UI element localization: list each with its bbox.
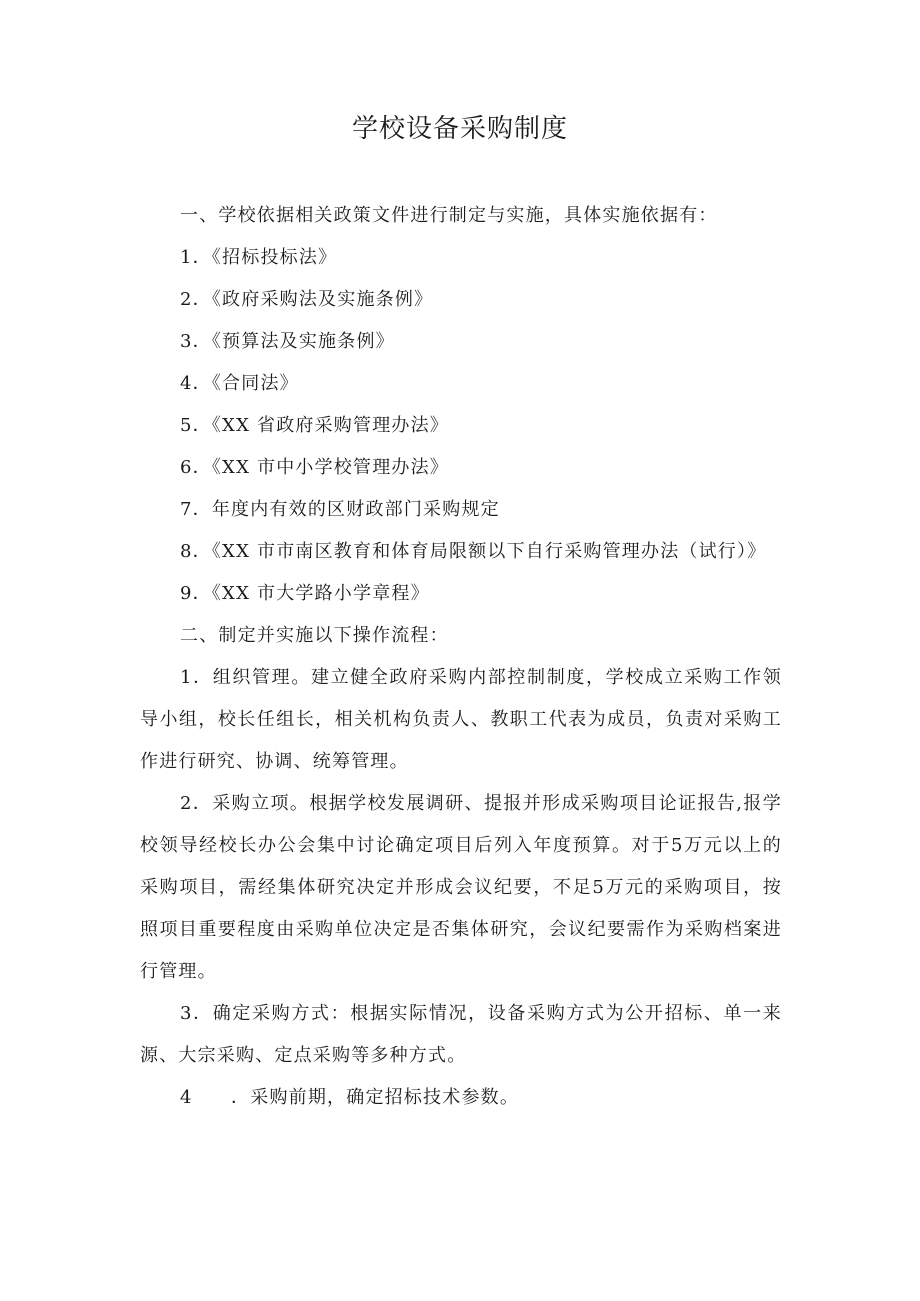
process-item-2: 2．采购立项。根据学校发展调研、提报并形成采购项目论证报告,报学校领导经校长办公会集中讨论确定项目后列入年度预算。对于5万元以上的采购项目，需经集体研究决定并形成会议纪要，不足5万元的采购项目，按照项目重要程度由采购单位决定是否集体研究，会议纪要需作为采购档案进行管理。: [140, 793, 782, 982]
document-title: 学校设备采购制度: [351, 114, 568, 144]
process-item-1: 1．组织管理。建立健全政府采购内部控制制度，学校成立采购工作领导小组，校长任组长，相关机构负责人、教职工代表为成员，负责对采购工作进行研究、协调、统筹管理。: [140, 667, 782, 772]
document-body: [140, 195, 782, 1119]
section-1-heading: 一、学校依据相关政策文件进行制定与实施，具体实施依据有：: [180, 205, 718, 226]
basis-item-8: 8．《XX 市市南区教育和体育局限额以下自行采购管理办法（试行）》: [180, 541, 767, 562]
process-item-4: 4 ．采购前期，确定招标技术参数。: [180, 1087, 520, 1108]
basis-item-5: 5．《XX 省政府采购管理办法》: [180, 415, 450, 436]
basis-item-9: 9．《XX 市大学路小学章程》: [180, 583, 430, 604]
process-item-3: 3．确定采购方式：根据实际情况，设备采购方式为公开招标、单一来源、大宗采购、定点采购等多种方式。: [140, 1003, 782, 1066]
basis-item-3: 3．《预算法及实施条例》: [180, 331, 395, 352]
basis-item-4: 4．《合同法》: [180, 373, 299, 394]
basis-item-1: 1．《招标投标法》: [180, 247, 338, 268]
basis-item-7: 7．年度内有效的区财政部门采购规定: [180, 499, 500, 520]
basis-item-2: 2．《政府采购法及实施条例》: [180, 289, 434, 310]
basis-item-6: 6．《XX 市中小学校管理办法》: [180, 457, 450, 478]
section-2-heading: 二、制定并实施以下操作流程：: [180, 625, 449, 646]
